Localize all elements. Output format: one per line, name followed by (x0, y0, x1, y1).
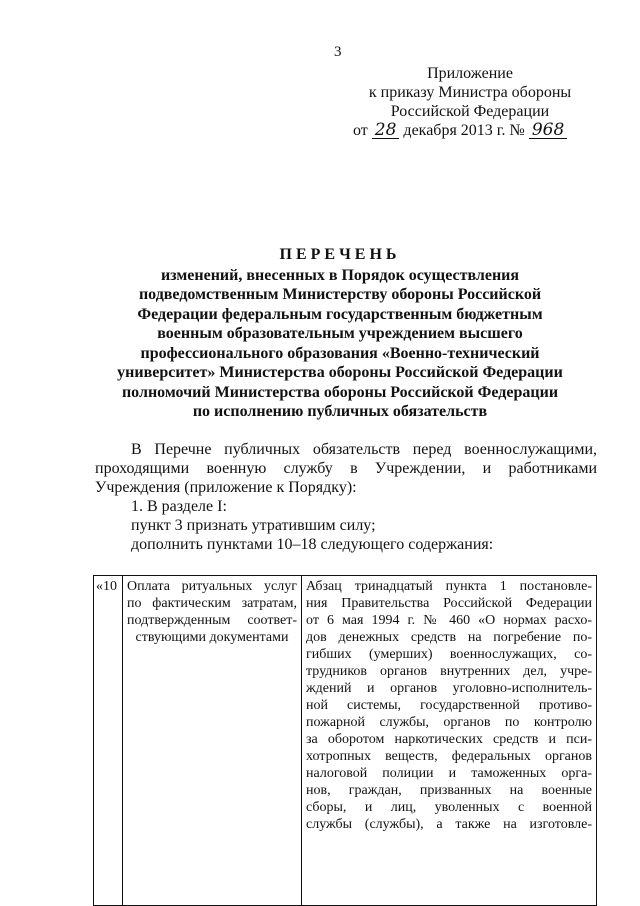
basis-line: от 6 мая 1994 г. № 460 «О нормах расхо- (306, 613, 592, 628)
description-line: Оплата ритуальных услуг (127, 579, 297, 594)
document-title (100, 245, 580, 422)
row-number: «10 (96, 579, 117, 594)
basis-line: сборы, и лиц, уволенных с военной (306, 800, 592, 815)
obligations-table (93, 575, 597, 906)
description-line: подтвержденным соответ- (127, 613, 297, 628)
basis-line: службы (службы), а также на изготовле- (306, 817, 592, 832)
title-line: полномочий Министерства обороны Российской Федерации (121, 383, 559, 401)
appendix-federation: Российской Федерации (390, 103, 550, 120)
table-row (94, 576, 597, 906)
list-item-section: 1. В разделе I: (131, 498, 227, 515)
title-line: университет» Министерства обороны Российской Федерации (117, 364, 563, 381)
body-text (95, 440, 597, 554)
page-number: 3 (334, 44, 342, 60)
basis-line: нов, граждан, призванных на военные (306, 783, 592, 798)
title-line: Федерации федеральным государственным бюджетным (137, 305, 543, 323)
description-cell (123, 576, 302, 906)
basis-line: ждений и органов уголовно-исполнитель- (306, 681, 592, 696)
list-item-supplement: дополнить пунктами 10–18 следующего содержания: (131, 536, 494, 553)
basis-line: гибших (умерших) военнослужащих, со- (306, 647, 592, 662)
handwritten-order-number: 968 (529, 122, 567, 139)
description-line: по фактическим затратам, (127, 596, 297, 611)
row-number-cell (94, 576, 123, 906)
handwritten-day: 28 (372, 122, 400, 139)
basis-line: ной системы, государственной противо- (306, 698, 592, 713)
title-main: ПЕРЕЧЕНЬ (279, 246, 401, 263)
title-line: изменений, внесенных в Порядок осуществления (160, 266, 520, 284)
appendix-label: Приложение (427, 65, 513, 82)
title-line: подведомственным Министерству обороны Российской (138, 286, 542, 303)
legal-basis-cell (302, 576, 597, 906)
date-month-year: декабря 2013 г. № (403, 122, 525, 139)
basis-line: хотропных веществ, федеральных органов (306, 749, 592, 764)
intro-paragraph: В Перечне публичных обязательств перед военнослужащими, проходящими военную службу в Учреждении, и работниками Учреждения (приложение к Порядку): (95, 441, 597, 496)
date-prefix: от (353, 122, 368, 139)
title-line: военным образовательным учреждением высшего (157, 325, 523, 342)
basis-line: за оборотом наркотических средств и пси- (306, 732, 592, 747)
basis-line: Абзац тринадцатый пункта 1 постановле- (306, 579, 592, 594)
basis-line: ния Правительства Российской Федерации (306, 596, 592, 611)
list-item-repeal: пункт 3 признать утратившим силу; (131, 517, 376, 534)
appendix-date-line (350, 121, 590, 140)
basis-line: пожарной службы, органов по контролю (306, 715, 592, 730)
description-line: ствующими документами (135, 630, 289, 645)
title-line: по исполнению публичных обязательств (192, 403, 488, 420)
basis-line: дов денежных средств на погребение по- (306, 630, 592, 645)
basis-line: налоговой полиции и таможенных орга- (306, 766, 592, 781)
basis-line: трудников органов внутренних дел, учре- (306, 664, 592, 679)
appendix-header (350, 64, 590, 140)
title-line: профессионального образования «Военно-технический (140, 344, 540, 362)
appendix-order-ref: к приказу Министра обороны (368, 84, 572, 101)
